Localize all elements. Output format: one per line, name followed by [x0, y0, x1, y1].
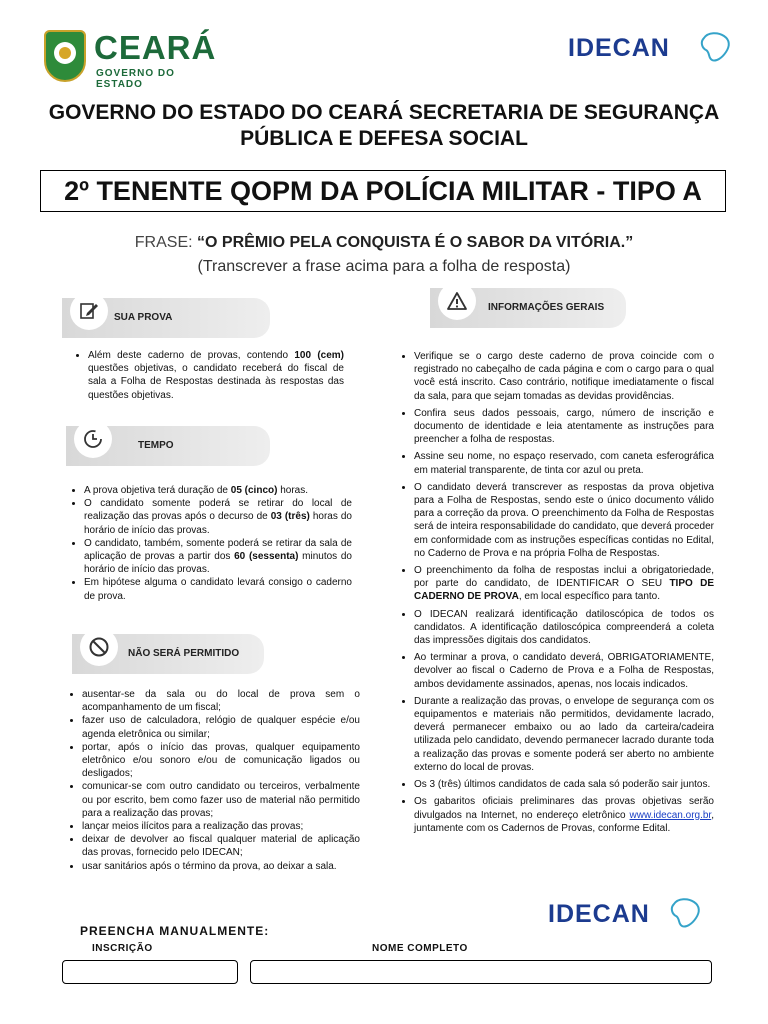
- section-label: TEMPO: [138, 440, 174, 451]
- frase-text: “O PRÊMIO PELA CONQUISTA É O SABOR DA VITÓRIA.”: [197, 234, 634, 251]
- bold-segment: 60 (sessenta): [234, 551, 299, 563]
- informacoes-list: [402, 350, 714, 835]
- list-item: • Ao terminar a prova, o candidato deverá, OBRIGATORIAMENTE, devolver ao fiscal o Caderno de Prova e a Folha de Respostas, ambos devidamente assinados, apenas, nos locais indicados.: [414, 651, 714, 691]
- bold-segment: TIPO DE CADERNO DE PROVA: [414, 578, 714, 603]
- text-segment: O candidato, também, somente poderá se retirar da sala de aplicação de provas a partir dos: [84, 537, 352, 563]
- inscricao-label: INSCRIÇÃO: [92, 943, 153, 954]
- list-item: • portar, após o início das provas, qualquer equipamento eletrônico e/ou sonoro e/ou de comunicação ligados ou desligados;: [82, 741, 360, 781]
- list-item: • deixar de devolver ao fiscal qualquer material de aplicação das provas, fornecido pelo IDECAN;: [82, 833, 360, 859]
- text-segment: Em hipótese alguma o candidato levará consigo o caderno de prova.: [84, 577, 352, 602]
- list-item: • O preenchimento da folha de respostas inclui a obrigatoriedade, por parte do candidato, de IDENTIFICAR O SEU TIPO DE CADERNO DE PROVA, em local específico para tanto.: [414, 564, 714, 604]
- list-item: [84, 497, 352, 537]
- section-label: NÃO SERÁ PERMITIDO: [128, 648, 240, 659]
- brazil-map-icon: [698, 30, 732, 64]
- list-item: • comunicar-se com outro candidato ou terceiros, verbalmente ou por escrito, bem como fazer uso de material não permitido para a realização das provas;: [82, 780, 360, 820]
- idecan-website-link[interactable]: www.idecan.org.br: [629, 809, 712, 821]
- section-informacoes: [430, 288, 626, 328]
- section-label: INFORMAÇÕES GERAIS: [488, 302, 605, 313]
- list-item: • ausentar-se da sala ou do local de prova sem o acompanhamento de um fiscal;: [82, 688, 360, 714]
- text-segment: Os gabaritos oficiais preliminares das provas objetivas serão divulgados na Internet, no endereço eletrônico: [414, 796, 714, 821]
- preencha-heading: PREENCHA MANUALMENTE:: [80, 924, 270, 938]
- text-segment: A prova objetiva terá duração de: [84, 485, 231, 496]
- warning-icon: [438, 282, 476, 320]
- idecan-wordmark: IDECAN: [568, 34, 670, 62]
- text-segment: Além deste caderno de provas, contendo: [88, 350, 295, 361]
- page-title: [30, 100, 738, 152]
- list-item: • Confira seus dados pessoais, cargo, número de inscrição e documento de identidade e leia atentamente as instruções para preencher a folha de respostas.: [414, 407, 714, 447]
- ceara-shield-icon: [44, 30, 86, 82]
- text-segment: , juntamente com os Cadernos de Provas, conforme Edital.: [414, 809, 714, 834]
- section-label: SUA PROVA: [114, 312, 173, 323]
- clock-icon: [74, 420, 112, 458]
- list-item: • O IDECAN realizará identificação datiloscópica de todos os candidatos. A identificação datiloscópica compreenderá a coleta das impressões digitais dos candidatos.: [414, 608, 714, 648]
- section-sua-prova: [62, 298, 270, 338]
- inscricao-field[interactable]: [62, 960, 238, 984]
- idecan-logo: [568, 30, 738, 70]
- frase-label: FRASE:: [134, 234, 193, 251]
- ceara-wordmark: CEARÁ: [94, 29, 217, 66]
- prohibited-icon: [80, 628, 118, 666]
- text-segment: horas.: [277, 485, 309, 496]
- title-line-1: GOVERNO DO ESTADO DO CEARÁ SECRETARIA DE SEGURANÇA: [48, 101, 720, 124]
- edit-icon: [70, 292, 108, 330]
- list-item: [84, 576, 352, 602]
- frase-note: (Transcrever a frase acima para a folha de resposta): [197, 258, 571, 275]
- nome-completo-field[interactable]: [250, 960, 712, 984]
- list-item: • Durante a realização das provas, o envelope de segurança com os equipamentos e materiais não permitidos, devidamente lacrado, deverá permanecer embaixo ou ao lado da carteira/cadeira utilizada pelo candidato, devendo permanecer lacrado durante toda a realização das provas e somente poderá ser aberto no ambiente externo do local de provas.: [414, 695, 714, 774]
- brazil-map-icon: [668, 896, 702, 930]
- tempo-list: [72, 484, 352, 603]
- text-segment: horas do horário de início das provas.: [84, 511, 352, 536]
- text-segment: minutos do horário de início das provas.: [84, 551, 352, 576]
- section-nao-permitido: [72, 634, 264, 674]
- nao-permitido-list: [70, 688, 360, 873]
- bold-segment: 03 (três): [270, 511, 310, 523]
- text-segment: O candidato somente poderá se retirar do local de realização das provas após o decurso de: [84, 498, 352, 523]
- list-item: [414, 795, 714, 835]
- text-segment: questões objetivas, o candidato receberá do fiscal de sala a Folha de Respostas destinada às respostas das questões objetivas.: [88, 363, 344, 401]
- bold-segment: 100 (cem): [294, 350, 344, 361]
- bold-segment: 05 (cinco): [230, 485, 278, 496]
- idecan-wordmark: IDECAN: [548, 900, 650, 928]
- list-item: • lançar meios ilícitos para a realização das provas;: [82, 820, 360, 833]
- ceara-subtitle: GOVERNO DO ESTADO: [96, 68, 175, 90]
- sua-prova-text: [76, 349, 344, 402]
- list-item: [84, 537, 352, 577]
- list-item: • Verifique se o cargo deste caderno de prova coincide com o registrado no cabeçalho de cada página e com o cargo para o qual você está inscrito. Caso contrário, notifique imediatamente o fiscal da sala, para que sejam tomadas as devidas providências.: [414, 350, 714, 403]
- list-item: • O candidato deverá transcrever as respostas da prova objetiva para a Folha de Respostas, sendo este o único documento válido para a correção da prova. O preenchimento da Folha de Respostas será de inteira responsabilidade do candidato, que deverá proceder em conformidade com as instruções específicas contidas no Edital, no Caderno de Prova e na própria Folha de Respostas.: [414, 481, 714, 560]
- section-tempo: [66, 426, 270, 466]
- frase-line: [30, 234, 738, 252]
- list-item: • fazer uso de calculadora, relógio de qualquer espécie e/ou agenda eletrônica ou similar;: [82, 714, 360, 740]
- nome-label: NOME COMPLETO: [372, 943, 468, 954]
- ceara-logo: [44, 29, 224, 90]
- list-item: [84, 484, 352, 497]
- list-item: • Assine seu nome, no espaço reservado, com caneta esferográfica em material transparente, de tinta cor azul ou preta.: [414, 450, 714, 476]
- list-item: • usar sanitários após o término da prova, ao deixar a sala.: [82, 860, 360, 873]
- list-item: • Os 3 (três) últimos candidatos de cada sala só poderão sair juntos.: [414, 778, 714, 791]
- title-line-2: PÚBLICA E DEFESA SOCIAL: [240, 127, 528, 150]
- idecan-footer-logo: [548, 896, 708, 936]
- exam-title-box: 2º TENENTE QOPM DA POLÍCIA MILITAR - TIPO A: [40, 170, 726, 212]
